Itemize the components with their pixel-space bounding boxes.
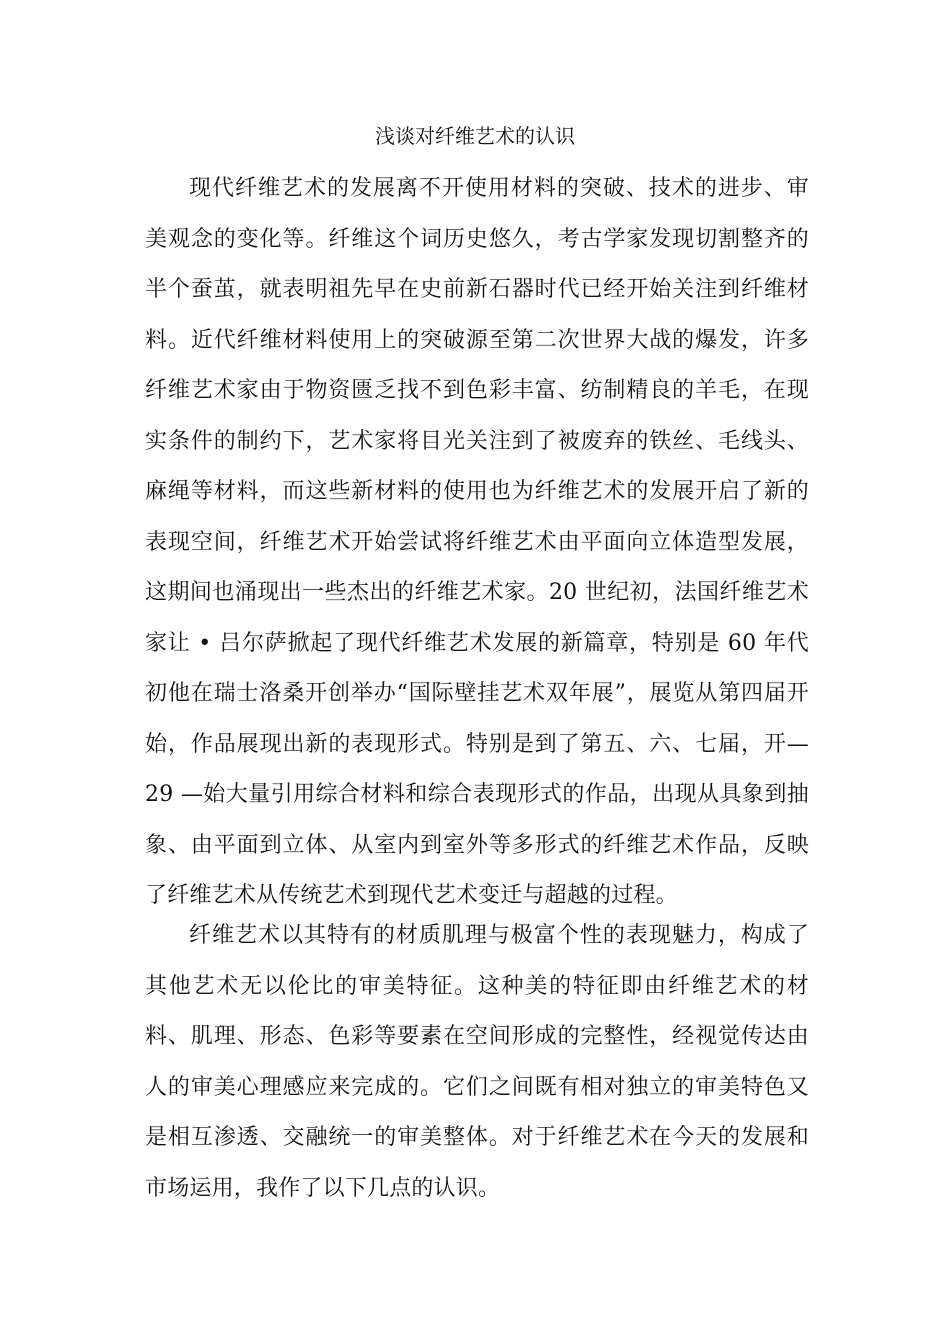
paragraph-1: 现代纤维艺术的发展离不开使用材料的突破、技术的进步、审美观念的变化等。纤维这个词历史悠久，考古学家发现切割整齐的半个蚕茧，就表明祖先早在史前新石器时代已经开始关注到纤维材料。近代纤维材料使用上的突破源至第二次世界大战的爆发，许多纤维艺术家由于物资匮乏找不到色彩丰富、纺制精良的羊毛，在现实条件的制约下，艺术家将目光关注到了被废弃的铁丝、毛线头、麻绳等材料，而这些新材料的使用也为纤维艺术的发展开启了新的表现空间，纤维艺术开始尝试将纤维艺术由平面向立体造型发展，这期间也涌现出一些杰出的纤维艺术家。20 世纪初，法国纤维艺术家让 • 吕尔萨掀起了现代纤维艺术发展的新篇章，特别是 60 年代初他在瑞士洛桑开创举办“国际壁挂艺术双年展”，展览从第四届开始，作品展现出新的表现形式。特别是到了第五、六、七届，开— 29 —始大量引用综合材料和综合表现形式的作品，出现从具象到抽象、由平面到立体、从室内到室外等多形式的纤维艺术作品，反映了纤维艺术从传统艺术到现代艺术变迁与超越的过程。 xyxy=(145,176,809,908)
paragraph-2: 纤维艺术以其特有的材质肌理与极富个性的表现魅力，构成了其他艺术无以伦比的审美特征。这种美的特征即由纤维艺术的材料、肌理、形态、色彩等要素在空间形成的完整性，经视觉传达由人的审美心理感应来完成的。它们之间既有相对独立的审美特色又是相互渗透、交融统一的审美整体。对于纤维艺术在今天的发展和市场运用，我作了以下几点的认识。 xyxy=(145,923,809,1201)
document-title: 浅谈对纤维艺术的认识 xyxy=(375,124,575,148)
